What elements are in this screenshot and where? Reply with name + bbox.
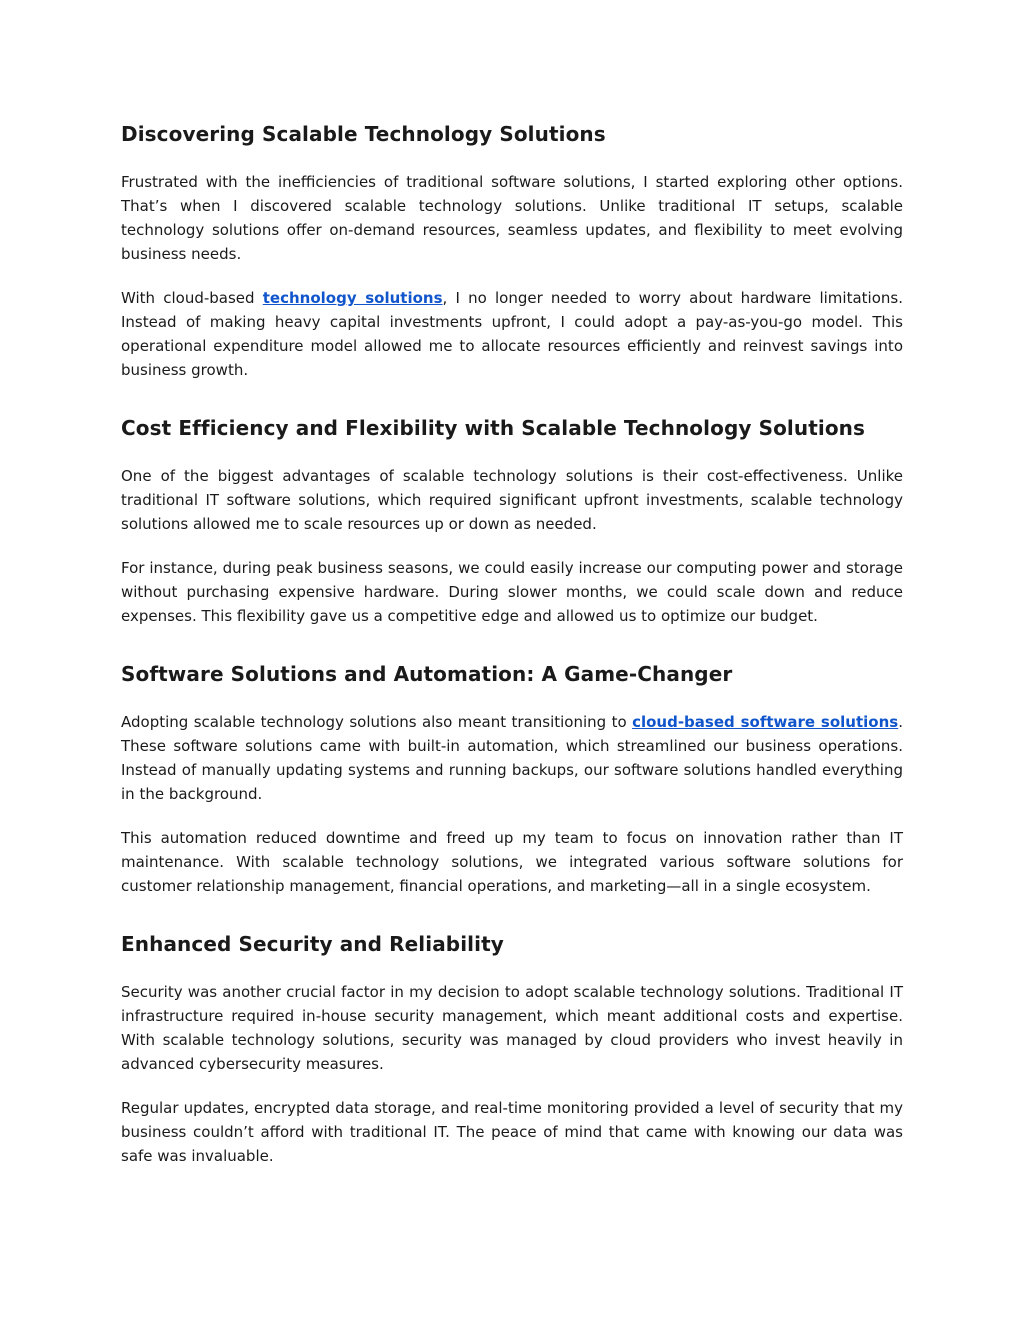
- paragraph: Frustrated with the inefficiencies of traditional software solutions, I started exploring other options. That’s when I discovered scalable technology solutions. Unlike traditional IT setups, scalable technology solutions offer on-demand resources, seamless updates, and flexibility to meet evolving business needs.: [121, 173, 903, 263]
- paragraph: [121, 710, 903, 806]
- text-span: With cloud-based: [121, 289, 263, 307]
- text-span: , I no longer needed to worry about hardware limitations. Instead of making heavy capital investments upfront, I could adopt a pay-as-you-go model. This operational expenditure model allowed me to allocate resources efficiently and reinvest savings into business growth.: [121, 289, 903, 379]
- section-heading-discovering: Discovering Scalable Technology Solutions: [121, 122, 606, 146]
- paragraph: This automation reduced downtime and freed up my team to focus on innovation rather than IT maintenance. With scalable technology solutions, we integrated various software solutions for customer relationship management, financial operations, and marketing—all in a single ecosystem.: [121, 829, 903, 895]
- cloud-based-software-solutions-link[interactable]: cloud-based software solutions: [632, 713, 899, 731]
- text-span: Adopting scalable technology solutions also meant transitioning to: [121, 713, 633, 731]
- text-span: . These software solutions came with built-in automation, which streamlined our business operations. Instead of manually updating systems and running backups, our software solutions handled everything in the background.: [121, 713, 903, 803]
- paragraph: Security was another crucial factor in my decision to adopt scalable technology solutions. Traditional IT infrastructure required in-house security management, which meant additional costs and expertise. With scalable technology solutions, security was managed by cloud providers who invest heavily in advanced cybersecurity measures.: [121, 983, 903, 1073]
- paragraph: One of the biggest advantages of scalable technology solutions is their cost-effectiveness. Unlike traditional IT software solutions, which required significant upfront investments, scalable technology solutions allowed me to scale resources up or down as needed.: [121, 467, 903, 533]
- section-heading-automation: Software Solutions and Automation: A Game-Changer: [121, 662, 733, 686]
- paragraph: [121, 286, 903, 382]
- document-page: [121, 118, 903, 1168]
- paragraph: Regular updates, encrypted data storage, and real-time monitoring provided a level of security that my business couldn’t afford with traditional IT. The peace of mind that came with knowing our data was safe was invaluable.: [121, 1099, 903, 1165]
- paragraph: For instance, during peak business seasons, we could easily increase our computing power and storage without purchasing expensive hardware. During slower months, we could scale down and reduce expenses. This flexibility gave us a competitive edge and allowed us to optimize our budget.: [121, 559, 903, 625]
- technology-solutions-link[interactable]: technology solutions: [262, 289, 443, 307]
- section-heading-security: Enhanced Security and Reliability: [121, 932, 504, 956]
- section-heading-cost-efficiency: Cost Efficiency and Flexibility with Scalable Technology Solutions: [121, 416, 866, 440]
